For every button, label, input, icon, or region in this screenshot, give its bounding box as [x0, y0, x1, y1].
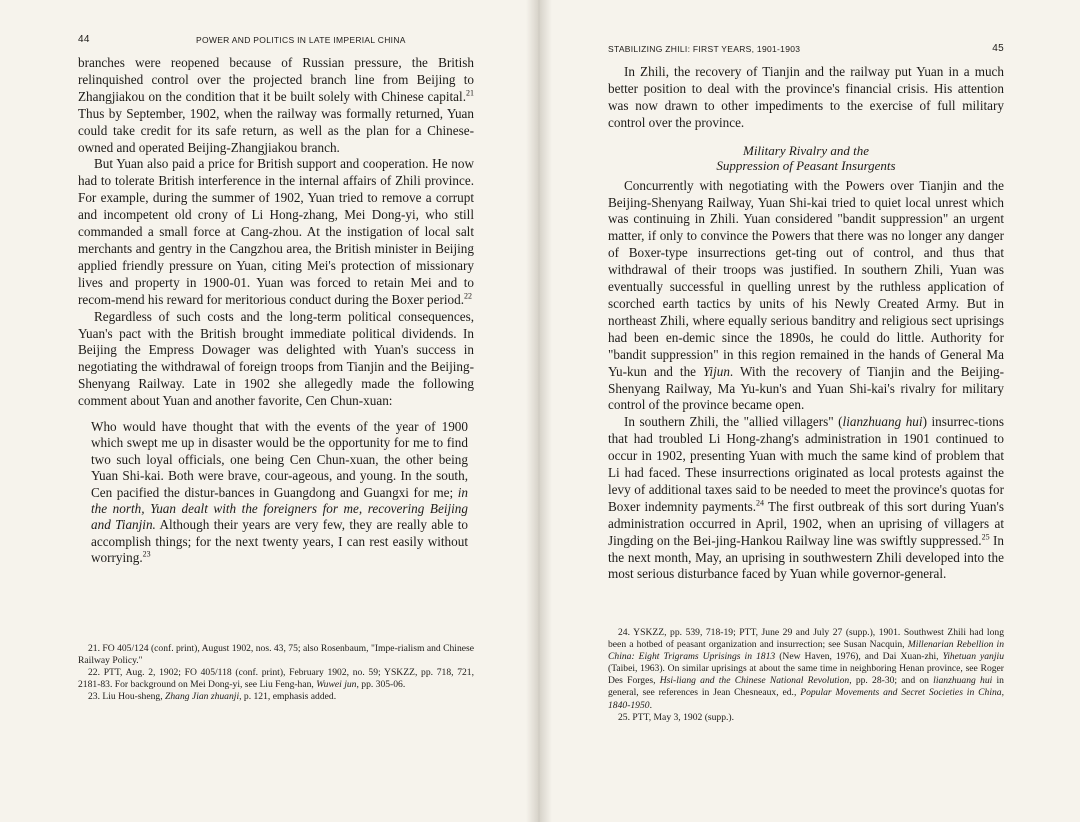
section-heading-line-2: Suppression of Peasant Insurgents — [716, 157, 896, 173]
footnote-23: 23. Liu Hou-sheng, Zhang Jian zhuanji, p. 121, emphasis added. — [88, 691, 337, 703]
footnote-ref-23: 23 — [142, 549, 151, 559]
right-footnotes — [608, 627, 1004, 724]
footnote-25: 25. PTT, May 3, 1902 (supp.). — [618, 711, 735, 723]
right-running-head — [608, 43, 1004, 57]
block-quote: Who would have thought that with the events of the year of 1900 which swept me up in disaster would be the opportunity for me to find two such loyal officials, one being Cen Chun-xuan, the other being Yuan Shi-kai. Both were brave, cour-ageous, and young. In the south, Cen pacified the distur-bances in Guangdong and Guangxi for me; in the north, Yuan dealt with the foreigners for me, recovering Beijing and Tianjin. Although their years are very few, they are really able to accomplish things; for the next twenty years, I can rest easily without worrying.$^{23}$ — [91, 419, 468, 566]
right-paragraph-1: In Zhili, the recovery of Tianjin and the railway put Yuan in a much better position to deal with the province's financial crisis. His attention was now drawn to other impediments to the exercise of full military control over the province. — [608, 64, 1004, 130]
footnote-ref-21: 21 — [466, 88, 474, 98]
left-running-head — [78, 34, 474, 48]
right-running-title: STABILIZING ZHILI: FIRST YEARS, 1901-1903 — [608, 44, 801, 54]
right-paragraph-3: In southern Zhili, the "allied villagers" (lianzhuang hui) insurrec-tions that had troubled Li Hong-zhang's administration in 1901 continued to occur in 1902, presenting Yuan with much the same kind of problem that Li had faced. These insurrections originated as local protests against the levy of additional taxes said to be needed to meet the province's quotas for Boxer indemnity payments.$^{24}$ The first outbreak of this sort during Yuan's administration occurred in April, 1902, when an uprising of villagers at Jingding on the Bei-jing-Hankou Railway line was swiftly suppressed.$^{25}$ In the next month, May, an uprising in southwestern Zhili developed into the most serious disturbance faced by Yuan while governor-general. — [608, 414, 1005, 582]
left-paragraph-1: branches were reopened because of Russian pressure, the British relinquished control over the projected branch line from Beijing to Zhangjiakou on the condition that it be built solely with Chinese capital.$^{21}$ Thus by September, 1902, when the railway was formally returned, Yuan could take credit for its safe return, as well as the plan for a Chinese-owned and operated Beijing-Zhangjiakou branch. — [78, 55, 474, 155]
section-heading — [608, 143, 1004, 173]
footnote-ref-24: 24 — [756, 498, 765, 508]
footnote-22: 22. PTT, Aug. 2, 1902; FO 405/118 (conf. print), February 1902, no. 59; YSKZZ, pp. 718, 721, 2181-83. For background on Mei Dong-yi, see Liu Feng-han, Wuwei jun, pp. 305-06. — [78, 667, 474, 691]
left-paragraph-3: Regardless of such costs and the long-term political consequences, Yuan's pact with the British brought immediate political dividends. In Beijing the Empress Dowager was delighted with Yuan's success in negotiating the withdrawal of foreign troops from Tianjin and the Beijing-Shenyang Railway. Late in 1902 she allegedly made the following comment about Yuan and another favorite, Cen Chun-xuan: — [78, 308, 474, 409]
section-heading-line-1: Military Rivalry and the — [742, 142, 869, 158]
right-page-number: 45 — [992, 43, 1004, 54]
footnote-21: 21. FO 405/124 (conf. print), August 1902, nos. 43, 75; also Rosenbaum, "Impe-rialism and Chinese Railway Policy." — [78, 643, 474, 667]
footnote-24: 24. YSKZZ, pp. 539, 718-19; PTT, June 29 and July 27 (supp.), 1901. Southwest Zhili had long been a hotbed of peasant organization and insurrection; see Susan Nacquin, Millenarian Rebellion in China: Eight Trigrams Uprisings in 1813 (New Haven, 1976), and Dai Xuan-zhi, Yihetuan yanjiu (Taibei, 1963). On similar uprisings at about the same time in neighboring Henan province, see Roger Des Forges, Hsi-liang and the Chinese National Revolution, pp. 28-30; and on lianzhuang hui in general, see references in Jean Chesneaux, ed., Popular Movements and Secret Societies in China, 1840-1950. — [608, 627, 1004, 711]
left-running-title: POWER AND POLITICS IN LATE IMPERIAL CHINA — [196, 35, 406, 45]
left-footnotes — [78, 643, 474, 703]
footnote-ref-25: 25 — [981, 532, 990, 542]
right-paragraph-2: Concurrently with negotiating with the Powers over Tianjin and the Beijing-Shenyang Railway, Yuan Shi-kai tried to quiet local unrest which was continuing in Zhili. Yuan considered "bandit suppression" an urgent matter, if only to convince the Powers that there was no longer any danger of Boxer-type insurrections get-ting out of control, and thus that withdrawal of their troops was justified. In southern Zhili, Yuan was eventually successful in quelling unrest by the ruthless application of scorched earth tactics by units of his Newly Created Army. But in northeast Zhili, where equally serious banditry and religious sect uprisings had been en-demic since the 1890s, he could do little. Authority for "bandit suppression" in this region remained in the hands of General Ma Yu-kun and the Yijun. With the recovery of Tianjin and the Beijing-Shenyang Railway, Ma Yu-kun's and Yuan Shi-kai's rivalry for military control of the province became open. — [608, 177, 1004, 413]
footnote-ref-22: 22 — [464, 291, 472, 301]
book-gutter — [526, 0, 552, 822]
left-page-number: 44 — [78, 34, 90, 45]
left-paragraph-2: But Yuan also paid a price for British support and cooperation. He now had to tolerate British interference in the internal affairs of Zhili province. For example, during the summer of 1902, Yuan tried to remove a corrupt and incompetent old crony of Li Hong-zhang, Mei Dong-yi, who still commanded a small force at Cang-zhou. At the instigation of local salt merchants and gentry in the Cangzhou area, the British minister in Beijing applied friendly pressure on Yuan, citing Mei's protection of missionary lives and property in 1900-01. Yuan was forced to retain Mei and to recom-mend his reward for meritorious conduct during the Boxer period.$^{22}$ — [78, 156, 474, 307]
right-body-text — [608, 64, 1004, 583]
left-body-text — [78, 55, 474, 567]
